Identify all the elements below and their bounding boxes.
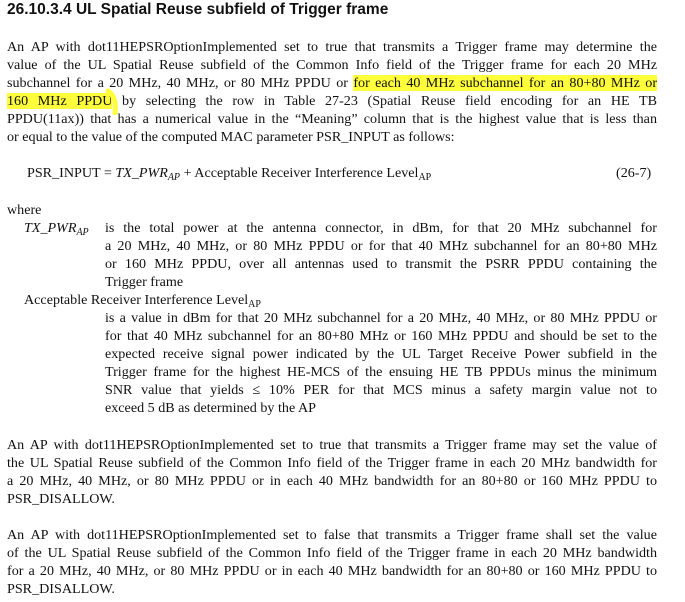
para1-line-3-text: subchannel for a 20 MHz, 40 MHz, or 80 MHz PPDU or — [7, 75, 354, 91]
definition-tx-pwr-line-2: a 20 MHz, 40 MHz, or 80 MHz PPDU or for that 40 MHz subchannel for an 80+80 MHz — [105, 238, 657, 254]
equation-number: (26-7) — [616, 165, 652, 181]
section-heading: 26.10.3.4 UL Spatial Reuse subfield of Trigger frame — [7, 1, 389, 18]
definition-interference-line-4: Trigger frame for the highest HE-MCS of the ensuing HE TB PPDUs minus the minimum — [105, 364, 657, 380]
highlighter-stroke-mark — [105, 87, 125, 115]
where-label: where — [7, 202, 42, 218]
para1-line-5: PPDU(11ax)) that has a numerical value in the “Meaning” column that is the highest value that is less than — [7, 111, 657, 127]
definition-term-interference-subscript: AP — [248, 299, 261, 310]
definition-interference-line-6: exceed 5 dB as determined by the AP — [105, 400, 316, 416]
definition-term-interference — [24, 291, 261, 309]
definition-term-interference-name: Acceptable Receiver Interference Level — [24, 292, 249, 308]
definition-interference-line-1: is a value in dBm for that 20 MHz subchannel for a 20 MHz, 40 MHz, or 80 MHz PPDU or — [105, 310, 657, 326]
equation-tx-pwr: TX_PWR — [115, 165, 168, 181]
para2-line-3: a 20 MHz, 40 MHz, or 80 MHz PPDU or in each 40 MHz bandwidth for an 80+80 or 160 MHz PPDU to — [7, 473, 657, 489]
para1-line-4-text: by selecting the row in Table 27-23 (Spatial Reuse field encoding for an HE TB — [112, 93, 658, 109]
definition-term-tx-pwr-subscript: AP — [76, 227, 89, 238]
definition-tx-pwr-line-3: or 160 MHz PPDU, over all antennas used to transmit the PSRR PPDU containing the — [105, 256, 657, 272]
para1-line-1: An AP with dot11HEPSROptionImplemented set to true that transmits a Trigger frame may determine the — [7, 39, 657, 55]
para2-line-4: PSR_DISALLOW. — [7, 491, 115, 507]
equation-tx-pwr-subscript: AP — [167, 172, 181, 183]
definition-tx-pwr-line-4: Trigger frame — [105, 274, 184, 290]
para3-line-3: for a 20 MHz, 40 MHz, or 80 MHz PPDU or in each 40 MHz bandwidth for an 80+80 or 160 MHz PPDU to — [7, 563, 657, 579]
highlighted-text: for each 40 MHz subchannel for an 80+80 MHz or — [353, 75, 658, 91]
definition-interference-line-5: SNR value that yields ≤ 10% PER for that MCS minus a safety margin value not to — [105, 382, 657, 398]
definition-term-tx-pwr — [24, 219, 89, 237]
definition-interference-line-2: for that 40 MHz subchannel for an 80+80 MHz or 160 MHz PPDU and should be set to the — [105, 328, 657, 344]
para1-line-2: value of the UL Spatial Reuse subfield of the Common Info field of the Trigger frame for each 20 MHz — [7, 57, 657, 73]
equation-level-subscript: AP — [418, 172, 432, 183]
equation-body — [27, 164, 431, 182]
equation-interference-term: + Acceptable Receiver Interference Level — [180, 165, 419, 181]
para1-line-6: or equal to the value of the computed MAC parameter PSR_INPUT as follows: — [7, 129, 455, 145]
highlighted-text: 160 MHz PPDU — [7, 93, 113, 109]
para2-line-1: An AP with dot11HEPSROptionImplemented set to true that transmits a Trigger frame may set the value of — [7, 437, 657, 453]
para2-line-2: the UL Spatial Reuse subfield of the Common Info field of the Trigger frame in each 20 MHz bandwidth for — [7, 455, 657, 471]
equation-lhs: PSR_INPUT = — [27, 165, 116, 181]
para3-line-4: PSR_DISALLOW. — [7, 581, 115, 597]
para3-line-1: An AP with dot11HEPSROptionImplemented set to false that transmits a Trigger frame shall set the value — [7, 527, 657, 543]
definition-term-tx-pwr-name: TX_PWR — [24, 220, 77, 236]
definition-interference-line-3: expected receive signal power indicated by the UL Target Receive Power subfield in the — [105, 346, 657, 362]
definition-tx-pwr-line-1: is the total power at the antenna connector, in dBm, for that 20 MHz subchannel for — [105, 220, 657, 236]
para3-line-2: of the UL Spatial Reuse subfield of the Common Info field of the Trigger frame in each 20 MHz bandwidth — [7, 545, 657, 561]
